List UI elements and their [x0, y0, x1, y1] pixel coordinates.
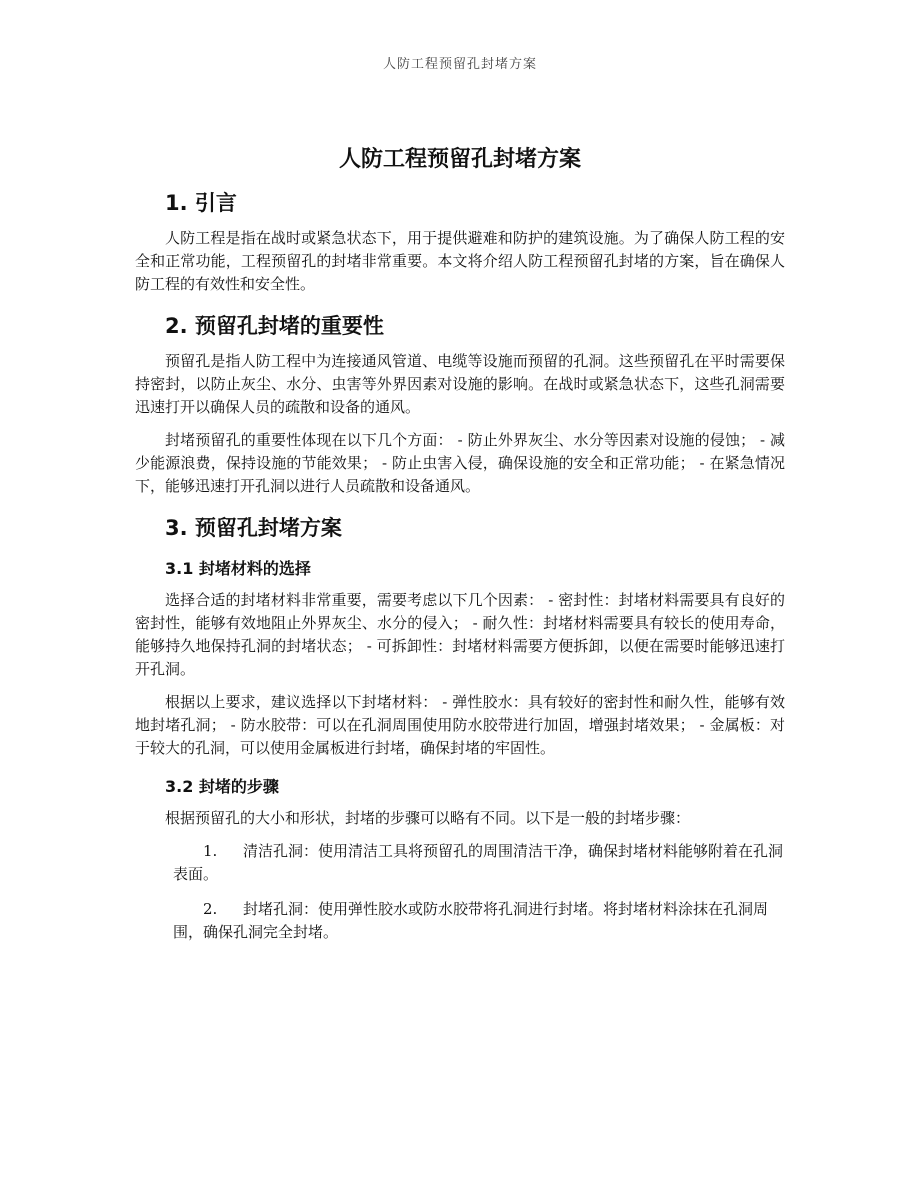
page-header: 人防工程预留孔封堵方案 [382, 57, 537, 72]
paragraph-materials-2: 根据以上要求，建议选择以下封堵材料： - 弹性胶水：具有较好的密封性和耐久性，能够有效地封堵孔洞； - 防水胶带：可以在孔洞周围使用防水胶带进行加固，增强封堵效果； - 金属板：对于较大的孔洞，可以使用金属板进行封堵，确保封堵的牢固性。 [135, 693, 785, 757]
paragraph-materials-1: 选择合适的封堵材料非常重要，需要考虑以下几个因素： - 密封性：封堵材料需要具有良好的密封性，能够有效地阻止外界灰尘、水分的侵入； - 耐久性：封堵材料需要具有较长的使用寿命，能够持久地保持孔洞的封堵状态； - 可拆卸性：封堵材料需要方便拆卸，以便在需要时能够迅速打开孔洞。 [135, 591, 785, 678]
paragraph-introduction: 人防工程是指在战时或紧急状态下，用于提供避难和防护的建筑设施。为了确保人防工程的安全和正常功能，工程预留孔的封堵非常重要。本文将介绍人防工程预留孔封堵的方案，旨在确保人防工程的有效性和安全性。 [135, 229, 785, 293]
list-item [173, 840, 785, 886]
paragraph-importance-2: 封堵预留孔的重要性体现在以下几个方面： - 防止外界灰尘、水分等因素对设施的侵蚀； - 减少能源浪费，保持设施的节能效果； - 防止虫害入侵，确保设施的安全和正常功能； - 在紧急情况下，能够迅速打开孔洞以进行人员疏散和设备通风。 [135, 431, 785, 495]
subsection-heading-materials: 3.1 封堵材料的选择 [165, 559, 311, 578]
list-number: 1. [203, 842, 218, 860]
paragraph-importance-1: 预留孔是指人防工程中为连接通风管道、电缆等设施而预留的孔洞。这些预留孔在平时需要保持密封，以防止灰尘、水分、虫害等外界因素对设施的影响。在战时或紧急状态下，这些孔洞需要迅速打开以确保人员的疏散和设备的通风。 [135, 352, 785, 416]
subsection-heading-steps: 3.2 封堵的步骤 [165, 777, 279, 796]
document-body [135, 142, 785, 956]
list-number: 2. [203, 900, 218, 918]
section-heading-importance: 2. 预留孔封堵的重要性 [165, 314, 384, 338]
document-title: 人防工程预留孔封堵方案 [338, 147, 581, 172]
section-heading-plan: 3. 预留孔封堵方案 [165, 516, 342, 540]
section-heading-introduction: 1. 引言 [165, 191, 237, 215]
list-item [173, 898, 785, 944]
list-text: 封堵孔洞：使用弹性胶水或防水胶带将孔洞进行封堵。将封堵材料涂抹在孔洞周围，确保孔洞完全封堵。 [173, 900, 769, 941]
paragraph-steps-intro: 根据预留孔的大小和形状，封堵的步骤可以略有不同。以下是一般的封堵步骤： [165, 809, 691, 827]
list-text: 清洁孔洞：使用清洁工具将预留孔的周围清洁干净，确保封堵材料能够附着在孔洞表面。 [173, 842, 784, 883]
